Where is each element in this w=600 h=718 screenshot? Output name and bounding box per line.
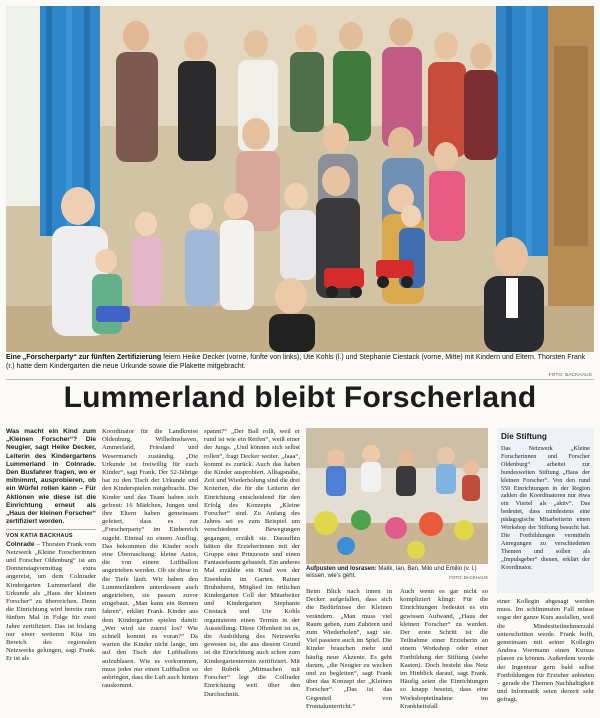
column-3 xyxy=(204,428,300,714)
photo-credit: FOTO: BACKHAUS xyxy=(548,372,592,377)
info-box xyxy=(497,428,594,593)
second-photo-caption-text: Malik, Ian, Ben, Milo und Emilio (v. l.) wissen, wie’s geht. xyxy=(306,566,477,580)
column-1-body xyxy=(6,541,96,664)
column-5-text: Auch wenn es gar nicht so kompliziert klingt: Für die Einrichtungen bedeutet es ein gewissen Aufwand, „Haus der kleinen Forscher“ zu werden. Der erste Schritt ist die Teilnahme einer Erzieherin an einem Workshop oder einer Fortbildung der Stiftung (siehe Kasten). Doch besteht das Netz im Hinblick darauf, sagt Frank. Häufig seien die Einrichtungen so knapp besetzt, dass eine Workshopteilnahme im Krankheitsfall xyxy=(400,588,488,710)
photo-caption-lead: Eine „Forscherparty“ zur fünften Zertifizierung xyxy=(6,354,162,361)
column-4-text: Beim Blick nach innen in Decker aufgefallen, dass sich die Bedürfnisse der Kleinen verändern. „Man muss viel Raum geben, zum Zuhören und zum Wiederholen“, sagt sie. Viel passiere auch im Spiel. Die Kinder brauchen mehr und häufig neue Akzente. Es geht darum, „die Neugier zu wecken und zu begleiten“, sagt Frank über das Konzept der „Kleinen Forscher“. „Das ist das Gegenteil von Frontalunterricht.“ xyxy=(306,588,392,710)
group-photo xyxy=(6,6,594,352)
column-6 xyxy=(497,598,594,714)
info-box-text: Das Netzwerk „Kleine Forscherinnen und Forscher Oldenburg“ arbeitet zur bundesweiten Stiftung „Haus der kleinen Forscher“. Von den rund 550 Einrichtungen in der Region zahlen die Koordinatoren nur etwa ein Viertel als „aktiv“. Das bedeutet, dass mindestens eine pädagogische Mitarbeiterin einen Workshop der Stiftung besucht hat. Die Fortbildungen vermitteln Anregungen zu verschiedenen Themen und sollen als „Impulsgeber“ dienen, erklärt der Koordinator. xyxy=(501,445,590,571)
balloon-car-photo xyxy=(306,428,488,564)
info-box-title: Die Stiftung xyxy=(501,432,547,441)
article-headline: Lummerland bleibt Forscherland xyxy=(63,381,537,414)
column-3-text: spannt?“ „Der Ball rollt, weil er rund ist wie ein Reifen“, weiß einer der Jungs. „Und können sich selbst rollen“, fragt Decker weiter. „Jaaa“, kommt es zurück. Auch das haben die Kinder ausprobiert. Alltagsnähe, Zeit und Wiederholung sind die drei Kriterien, die für die Leiterin der Einrichtung entscheidend für den Erfolg des Konzepts „Kleine Forscher“ sind. Zu Anfang des Jahres sei es zum Beispiel um verschiedene Bewegungen gegangen, erzählt sie. Daraufhin hätten die Erzieherinnen mit der Gruppe eine Prinzessin und einen Fantasiebaum gebastelt. Ein anderes Mal erzählte ein Kind von der Eisenbahn im Garten. Rainer Bruhnhorst, Mitglied im örtlichen Kindergarten Coll der Mitarbeiter und Kindergarten Stephanie Ciestack und Ute Kohls organisieren einen Termin in der Ausstellung. Diese Offenheit ist es, die Ausbildung des Netzwerks gewesen ist, die aus diesem Grund ist die Einrichtung auch schon zum Kindergartentermin zertifiziert. Mit der Rubrik „Mitmachen mit Forscher“ legt die Collrader Einrichtung weit über den Durchschnitt. xyxy=(204,428,300,698)
balloon-car-photo-illustration xyxy=(306,428,488,564)
second-photo-caption-lead: Aufpusten und losrasen: xyxy=(306,566,377,572)
author-line: VON KATIA BACKHAUS xyxy=(6,529,96,540)
dateline: Colnrade xyxy=(6,540,35,548)
photo-caption xyxy=(6,353,594,371)
column-1 xyxy=(6,428,96,714)
group-photo-illustration xyxy=(6,6,594,352)
column-5 xyxy=(400,588,488,714)
column-1-text: – Thorsten Frank vom Netzwerk „Kleine Forscherinnen und Forscher Oldenburg“ ist am Donnerstagvormittag extra angereist, um dem Colnrader Kindergarten Lummerland die Urkunde als „Haus der kleinen Forscher“ zu überreichen. Denn die Einrichtung wird bereits zum fünften Mal in Folge für zwei Jahre zertifiziert. Das ist bislang nur einer weiteren Kita im Bereich des regionalen Netzwerks gelungen, sagt Frank. Er ist als xyxy=(6,540,96,663)
column-6-text: einer Kollegin abgesagt werden muss. Im schlimmsten Fall müsse sogar der ganze Kurs ausfallen, weil die Mindestteilnehmerzahl unterschritten werde. Frank hofft, gemeinsam mit seiner Kollegin Andrea Voermann einen Kursus planen zu können. Außerdem wurde der Ingenieur gern bald selbst Fortbildungen für Erzieher anbieten – gerade die Themen Nachhaltigkeit und Informatik seien derzeit sehr gefragt. xyxy=(497,598,594,704)
column-2-text: Koordinator für die Landkreise Oldenburg, Wilhelmshaven, Ammerland, Friesland und Wesermarsch zuständig. „Die Urkunde ist freiwillig für euch Kinder“, sagt Frank. Der 52-Jährige hat zu den Tisch der Urkunde und den Kinderspielen mitgebracht. Die Kinder und das Team haben sich gefreut: 16 Mädchen, Jungen und ihre Eltern haben gemeinsam gefeiert, dass es zur „Forscherparty“ im Einbereich zugeht. Einmal zu einem Ausflug. Das bekommen die Kinder noch eine Überraschung: kleine Autos, die von einem Luftballon angetrieben werden. Ob sie diese in die Tiefe läuft. Wir haben den Lummerländern unterdessen auch angetrieben, sie passen zuvor eingebaut. „Man kann ein Rennen fahren“, erklärt Frank. Kinder aus dem Kindergarten spielen damit: „Wer wird sie zuerst los? Wie schnell kommt es voran?“ Da warten die Kinder nicht lange, um auf den Tisch der Luftballons aufzublasen. Wie es vorkommen, muss jedes nur einen Luftballon so anbringen, dass die Luft auch hinten rauskommt. xyxy=(102,428,198,690)
column-4 xyxy=(306,588,392,714)
photo-caption-text: feiern Heike Decker (vorne, fünfte von links), Ute Kohls (l.) und Stephanie Ciestack (vorne, Mitte) mit Kindern und Eltern. Thorsten Frank (r.) hatte dem Kindergarten die neue Urkunde sowie die Plakette mitgebracht. xyxy=(6,354,586,370)
second-photo-credit: FOTO: BACKHAUS xyxy=(449,575,488,580)
article-lead: Was macht ein Kind zum „Kleinen Forscher“? Die Neugier, sagt Heike Decker, Leiterin des Kindergartens Lummerland in Colnrade. Den Busfahrer fragen, wo er mitnimmt, ausprobieren, ob ein Würfel rollen kann – Für Aktionen wie diese ist die Einrichtung erneut als „Haus der kleinen Forscher“ zertifiziert worden. xyxy=(6,428,96,526)
column-2 xyxy=(102,428,198,714)
